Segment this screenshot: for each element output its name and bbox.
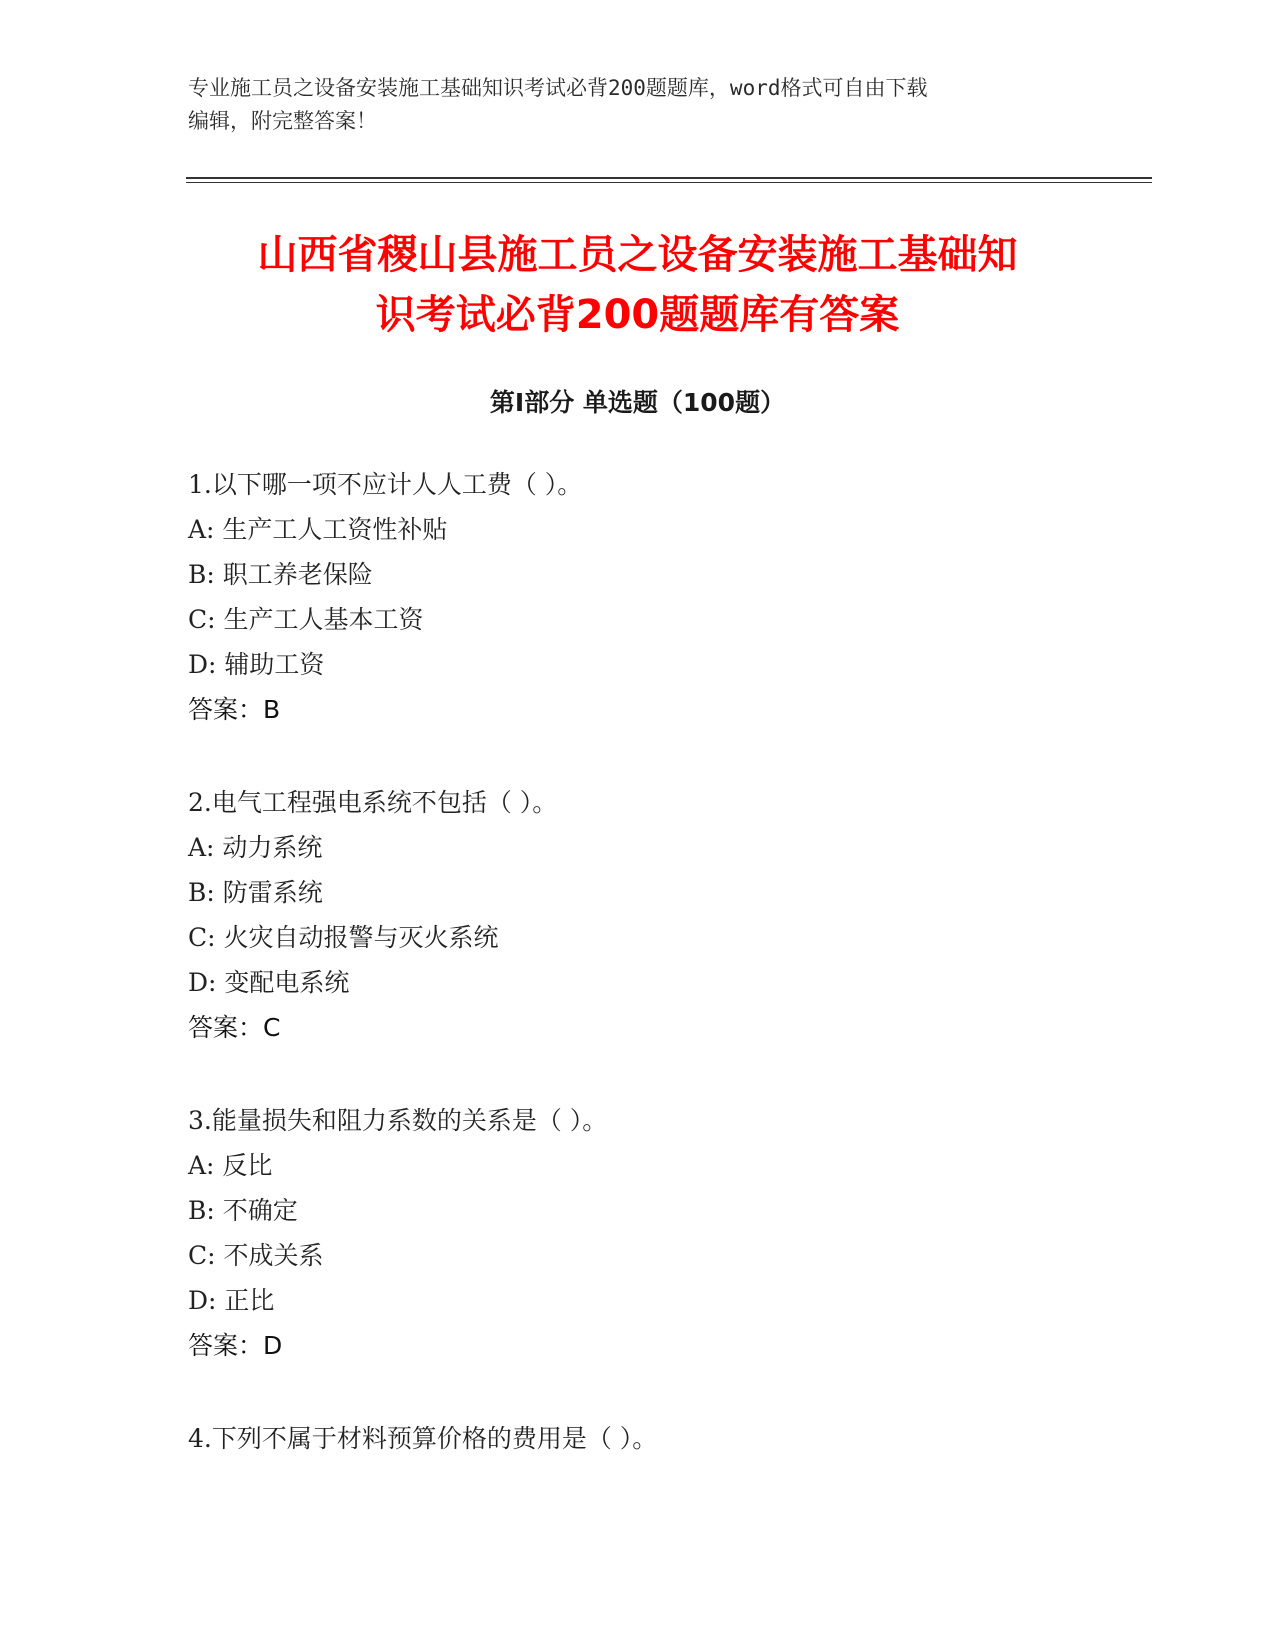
question-stem: 2.电气工程强电系统不包括（ ）。 [188, 788, 558, 817]
header-divider-thin [186, 182, 1152, 183]
document-title-line-1: 山西省稷山县施工员之设备安装施工基础知 [257, 232, 1018, 278]
option-d: D: 正比 [188, 1286, 275, 1315]
question-1 [188, 462, 1148, 732]
option-c: C: 生产工人基本工资 [188, 605, 424, 634]
question-4 [188, 1416, 1148, 1461]
option-d: D: 变配电系统 [188, 968, 350, 997]
option-c: C: 不成关系 [188, 1241, 324, 1270]
option-b: B: 职工养老保险 [188, 560, 373, 589]
question-2 [188, 780, 1148, 1050]
header-divider-thick [186, 177, 1152, 179]
option-d: D: 辅助工资 [188, 650, 325, 679]
document-title-line-2: 识考试必背200题题库有答案 [375, 292, 900, 338]
option-c: C: 火灾自动报警与灭火系统 [188, 923, 499, 952]
answer-line: 答案：C [188, 1013, 281, 1042]
answer-line: 答案：D [188, 1331, 283, 1360]
document-title [150, 225, 1125, 345]
option-b: B: 防雷系统 [188, 878, 323, 907]
question-stem: 3.能量损失和阻力系数的关系是（ ）。 [188, 1106, 608, 1135]
question-3 [188, 1098, 1148, 1368]
option-a: A: 动力系统 [188, 833, 323, 862]
header-note-line-1: 专业施工员之设备安装施工基础知识考试必背200题题库，word格式可自由下载 [188, 76, 928, 100]
section-heading: 第Ⅰ部分 单选题（100题） [489, 388, 786, 417]
option-a: A: 反比 [188, 1151, 273, 1180]
answer-line: 答案：B [188, 695, 281, 724]
question-stem: 4.下列不属于材料预算价格的费用是（ ）。 [188, 1424, 658, 1453]
option-a: A: 生产工人工资性补贴 [188, 515, 448, 544]
header-note [188, 72, 1068, 138]
option-b: B: 不确定 [188, 1196, 298, 1225]
question-stem: 1.以下哪一项不应计人人工费（ ）。 [188, 470, 583, 499]
header-note-line-2: 编辑，附完整答案！ [188, 109, 377, 133]
